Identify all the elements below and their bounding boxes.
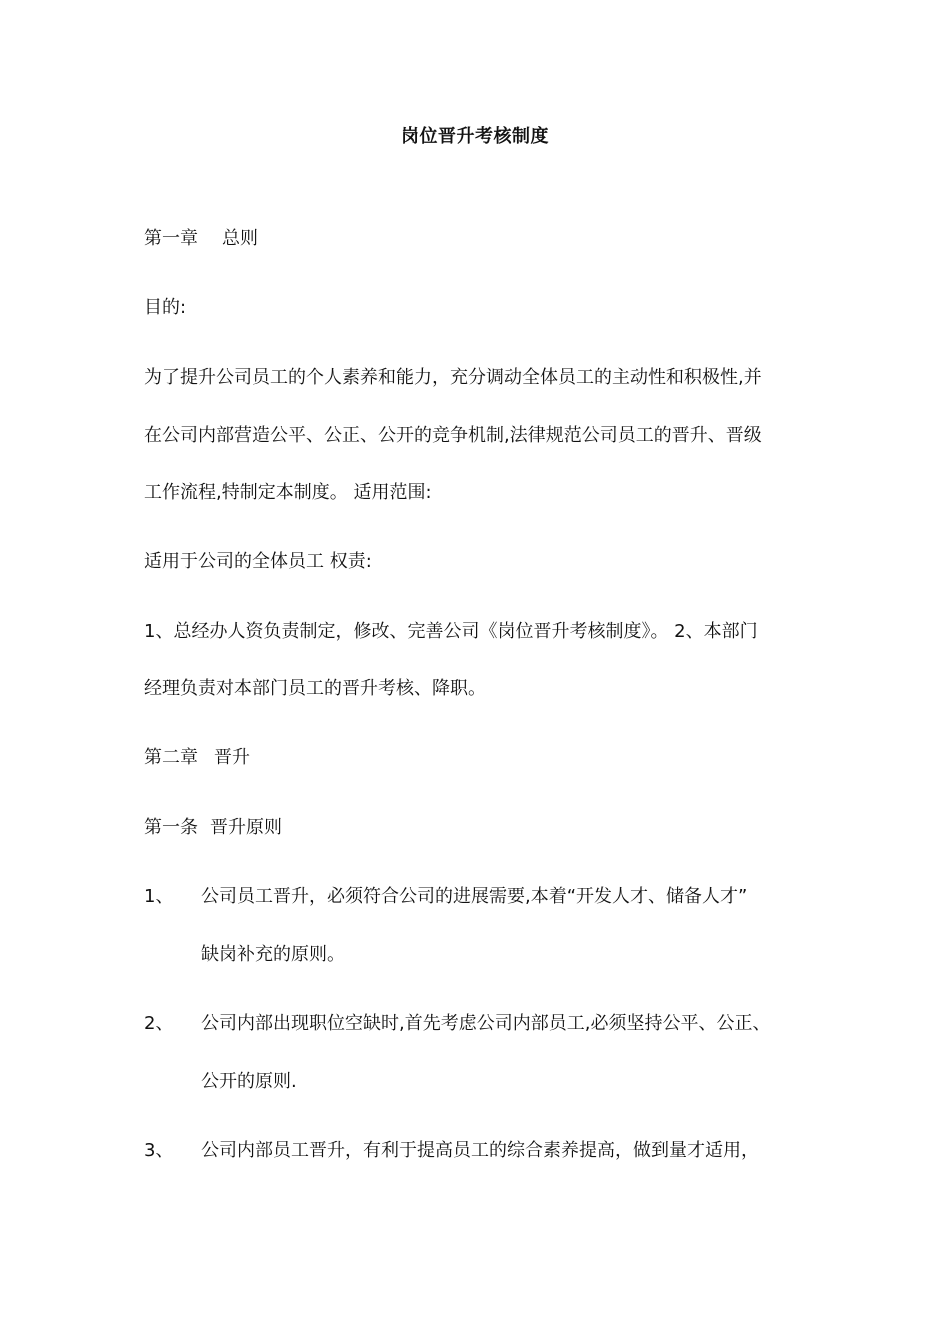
chapter-1-name: 总则 xyxy=(222,228,258,249)
principle-1-number: 1、 xyxy=(144,886,174,907)
scope-line: 适用于公司的全体员工 权责: xyxy=(144,551,372,572)
chapter-1-heading xyxy=(144,227,258,251)
principle-2-number: 2、 xyxy=(144,1013,174,1034)
duty-line-2: 经理负责对本部门员工的晋升考核、降职。 xyxy=(144,678,486,699)
principle-2-line-1: 公司内部出现职位空缺时,首先考虑公司内部员工,必须坚持公平、公正、 xyxy=(201,1013,771,1034)
chapter-2-label: 第二章 xyxy=(144,747,198,768)
purpose-heading: 目的: xyxy=(144,297,187,318)
purpose-line-2: 在公司内部营造公平、公正、公开的竞争机制,法律规范公司员工的晋升、晋级 xyxy=(144,425,762,446)
chapter-2-heading xyxy=(144,746,250,770)
purpose-line-3: 工作流程,特制定本制度。 适用范围: xyxy=(144,482,432,503)
article-1-name: 晋升原则 xyxy=(210,817,282,838)
duty-line-1: 1、总经办人资负责制定，修改、完善公司《岗位晋升考核制度》。 2、本部门 xyxy=(144,621,758,642)
article-1-label: 第一条 xyxy=(144,817,198,838)
document-title: 岗位晋升考核制度 xyxy=(401,126,549,147)
chapter-1-label: 第一章 xyxy=(144,228,198,249)
principle-1-line-1: 公司员工晋升，必须符合公司的进展需要,本着“开发人才、储备人才” xyxy=(201,886,748,907)
principle-3-number: 3、 xyxy=(144,1140,174,1161)
principle-2-line-2: 公开的原则. xyxy=(201,1071,297,1092)
chapter-2-name: 晋升 xyxy=(214,747,250,768)
purpose-line-1: 为了提升公司员工的个人素养和能力，充分调动全体员工的主动性和积极性,并 xyxy=(144,367,762,388)
article-1-heading xyxy=(144,816,282,840)
principle-3-line-1: 公司内部员工晋升，有利于提高员工的综合素养提高，做到量才适用， xyxy=(201,1140,759,1161)
principle-1-line-2: 缺岗补充的原则。 xyxy=(201,944,345,965)
